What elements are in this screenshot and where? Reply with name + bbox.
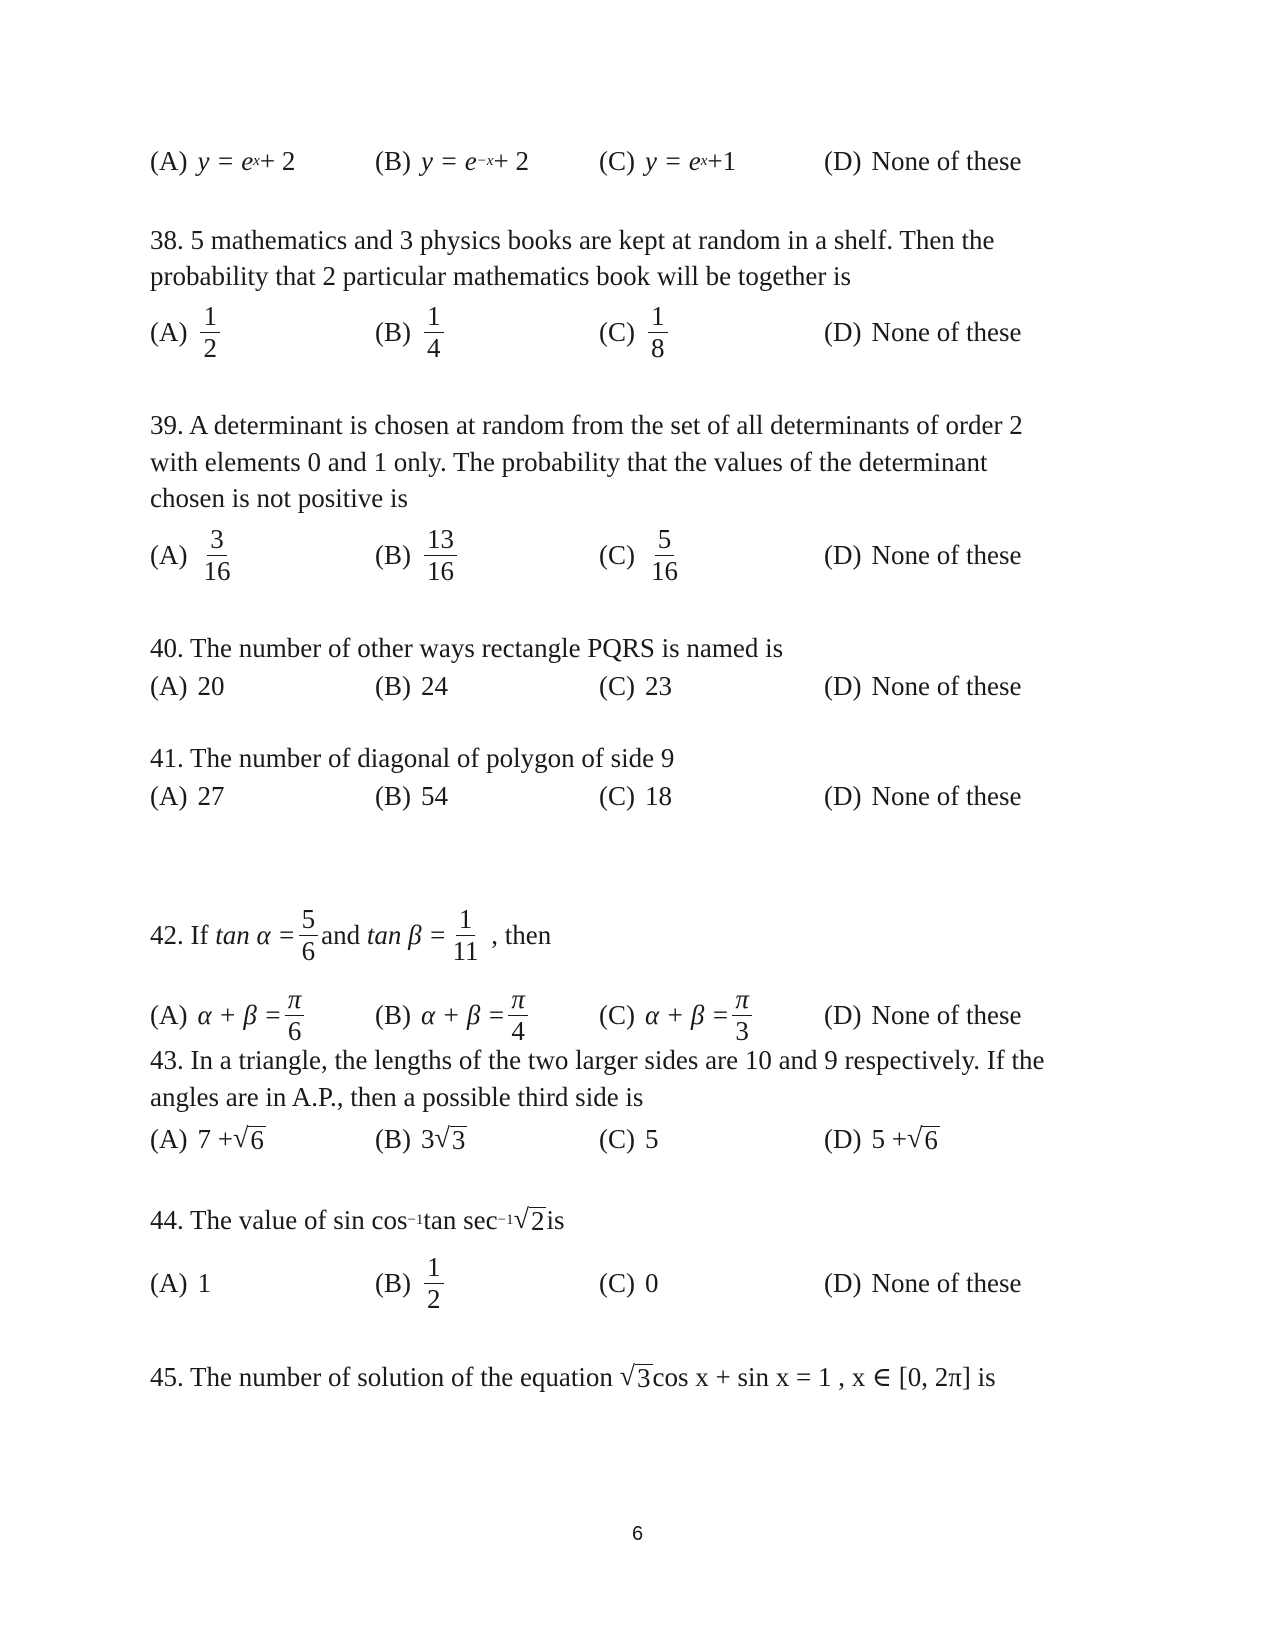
q43-option-c[interactable]: (C) 5	[599, 1123, 659, 1154]
q40-option-d[interactable]: (D) None of these	[824, 670, 1022, 701]
fraction: $\frac{\pi}{3}$	[732, 984, 752, 1047]
q38-option-a[interactable]: (A) $\frac{1}{2}$	[150, 312, 223, 352]
q42-option-d[interactable]: (D) None of these	[824, 999, 1022, 1030]
q41-text: 41. The number of diagonal of polygon of side 9	[150, 743, 675, 773]
fraction: $\frac{\pi}{6}$	[285, 984, 305, 1047]
q44-option-c[interactable]: (C) 0	[599, 1267, 659, 1298]
q44-option-a[interactable]: (A) 1	[150, 1267, 211, 1298]
q43-option-d[interactable]: (D) 5 + √ 6	[824, 1123, 938, 1155]
q43-text-line-1: 43. In a triangle, the lengths of the two larger sides are 10 and 9 respectively. If the	[150, 1045, 1045, 1075]
q41-option-a[interactable]: (A) 27	[150, 780, 225, 811]
q42-option-c[interactable]: (C) α + β = $\frac{\pi}{3}$	[599, 980, 755, 1050]
fraction: $\frac{1}{11}$	[452, 903, 479, 966]
q37-option-c[interactable]: (C) y = e x +1	[599, 145, 737, 176]
q39-option-b[interactable]: (B) $\frac{13}{16}$	[375, 535, 460, 575]
q40-option-b[interactable]: (B) 24	[375, 670, 448, 701]
q42-option-a[interactable]: (A) α + β = $\frac{\pi}{6}$	[150, 980, 307, 1050]
q38-option-c[interactable]: (C) $\frac{1}{8}$	[599, 312, 671, 352]
q37-option-a[interactable]: (A) y = e x + 2	[150, 145, 296, 176]
q38-option-d[interactable]: (D) None of these	[824, 316, 1022, 347]
q40-option-c[interactable]: (C) 23	[599, 670, 672, 701]
q45-text: 45. The number of solution of the equation √ 3 cos x + sin x = 1 , x ∈ [0, 2π] is	[150, 1361, 996, 1393]
fraction: $\frac{1}{2}$	[200, 301, 220, 364]
q39-option-d[interactable]: (D) None of these	[824, 539, 1022, 570]
fraction: $\frac{13}{16}$	[424, 524, 457, 587]
square-root: √ 6	[232, 1123, 264, 1155]
fraction: $\frac{1}{8}$	[648, 301, 668, 364]
q39-text-line-3: chosen is not positive is	[150, 483, 408, 513]
page-number: 6	[631, 1523, 644, 1545]
square-root: √ 2	[513, 1204, 545, 1236]
q39-text-line-1: 39. A determinant is chosen at random from the set of all determinants of order 2	[150, 410, 1023, 440]
q40-option-a[interactable]: (A) 20	[150, 670, 225, 701]
q37-option-b[interactable]: (B) y = e −x + 2	[375, 145, 529, 176]
q39-text-line-2: with elements 0 and 1 only. The probability that the values of the determinant	[150, 447, 988, 477]
q39-option-c[interactable]: (C) $\frac{5}{16}$	[599, 535, 684, 575]
q44-option-b[interactable]: (B) $\frac{1}{2}$	[375, 1248, 447, 1318]
q37-option-d[interactable]: (D) None of these	[824, 145, 1022, 176]
q38-text-line-2: probability that 2 particular mathematics book will be together is	[150, 261, 852, 291]
q41-option-d[interactable]: (D) None of these	[824, 780, 1022, 811]
fraction: $\frac{1}{2}$	[424, 1252, 444, 1315]
q41-option-c[interactable]: (C) 18	[599, 780, 672, 811]
q42-text: 42. If tan α = $\frac{5}{6}$ and tan β = $\frac{1}{11}$ , then	[150, 903, 552, 966]
q40-text: 40. The number of other ways rectangle PQRS is named is	[150, 633, 784, 663]
q43-option-b[interactable]: (B) 3 √ 3	[375, 1123, 466, 1155]
q44-option-d[interactable]: (D) None of these	[824, 1267, 1022, 1298]
q43-option-a[interactable]: (A) 7 + √ 6	[150, 1123, 264, 1155]
fraction: $\frac{1}{4}$	[424, 301, 444, 364]
square-root: √ 3	[434, 1123, 466, 1155]
square-root: √ 3	[619, 1361, 651, 1393]
fraction: $\frac{3}{16}$	[203, 523, 231, 586]
fraction: $\frac{\pi}{4}$	[508, 984, 528, 1047]
q38-option-b[interactable]: (B) $\frac{1}{4}$	[375, 312, 447, 352]
q41-option-b[interactable]: (B) 54	[375, 780, 448, 811]
q44-text: 44. The value of sin cos −1 tan sec −1 √ 2 is	[150, 1204, 565, 1236]
q42-option-b[interactable]: (B) α + β = $\frac{\pi}{4}$	[375, 980, 531, 1050]
fraction: $\frac{5}{6}$	[299, 904, 319, 967]
fraction: $\frac{5}{16}$	[651, 523, 678, 586]
q38-text-line-1: 38. 5 mathematics and 3 physics books are kept at random in a shelf. Then the	[150, 225, 995, 255]
q39-option-a[interactable]: (A) $\frac{3}{16}$	[150, 535, 236, 575]
q43-text-line-2: angles are in A.P., then a possible third side is	[150, 1082, 644, 1112]
square-root: √ 6	[906, 1123, 938, 1155]
